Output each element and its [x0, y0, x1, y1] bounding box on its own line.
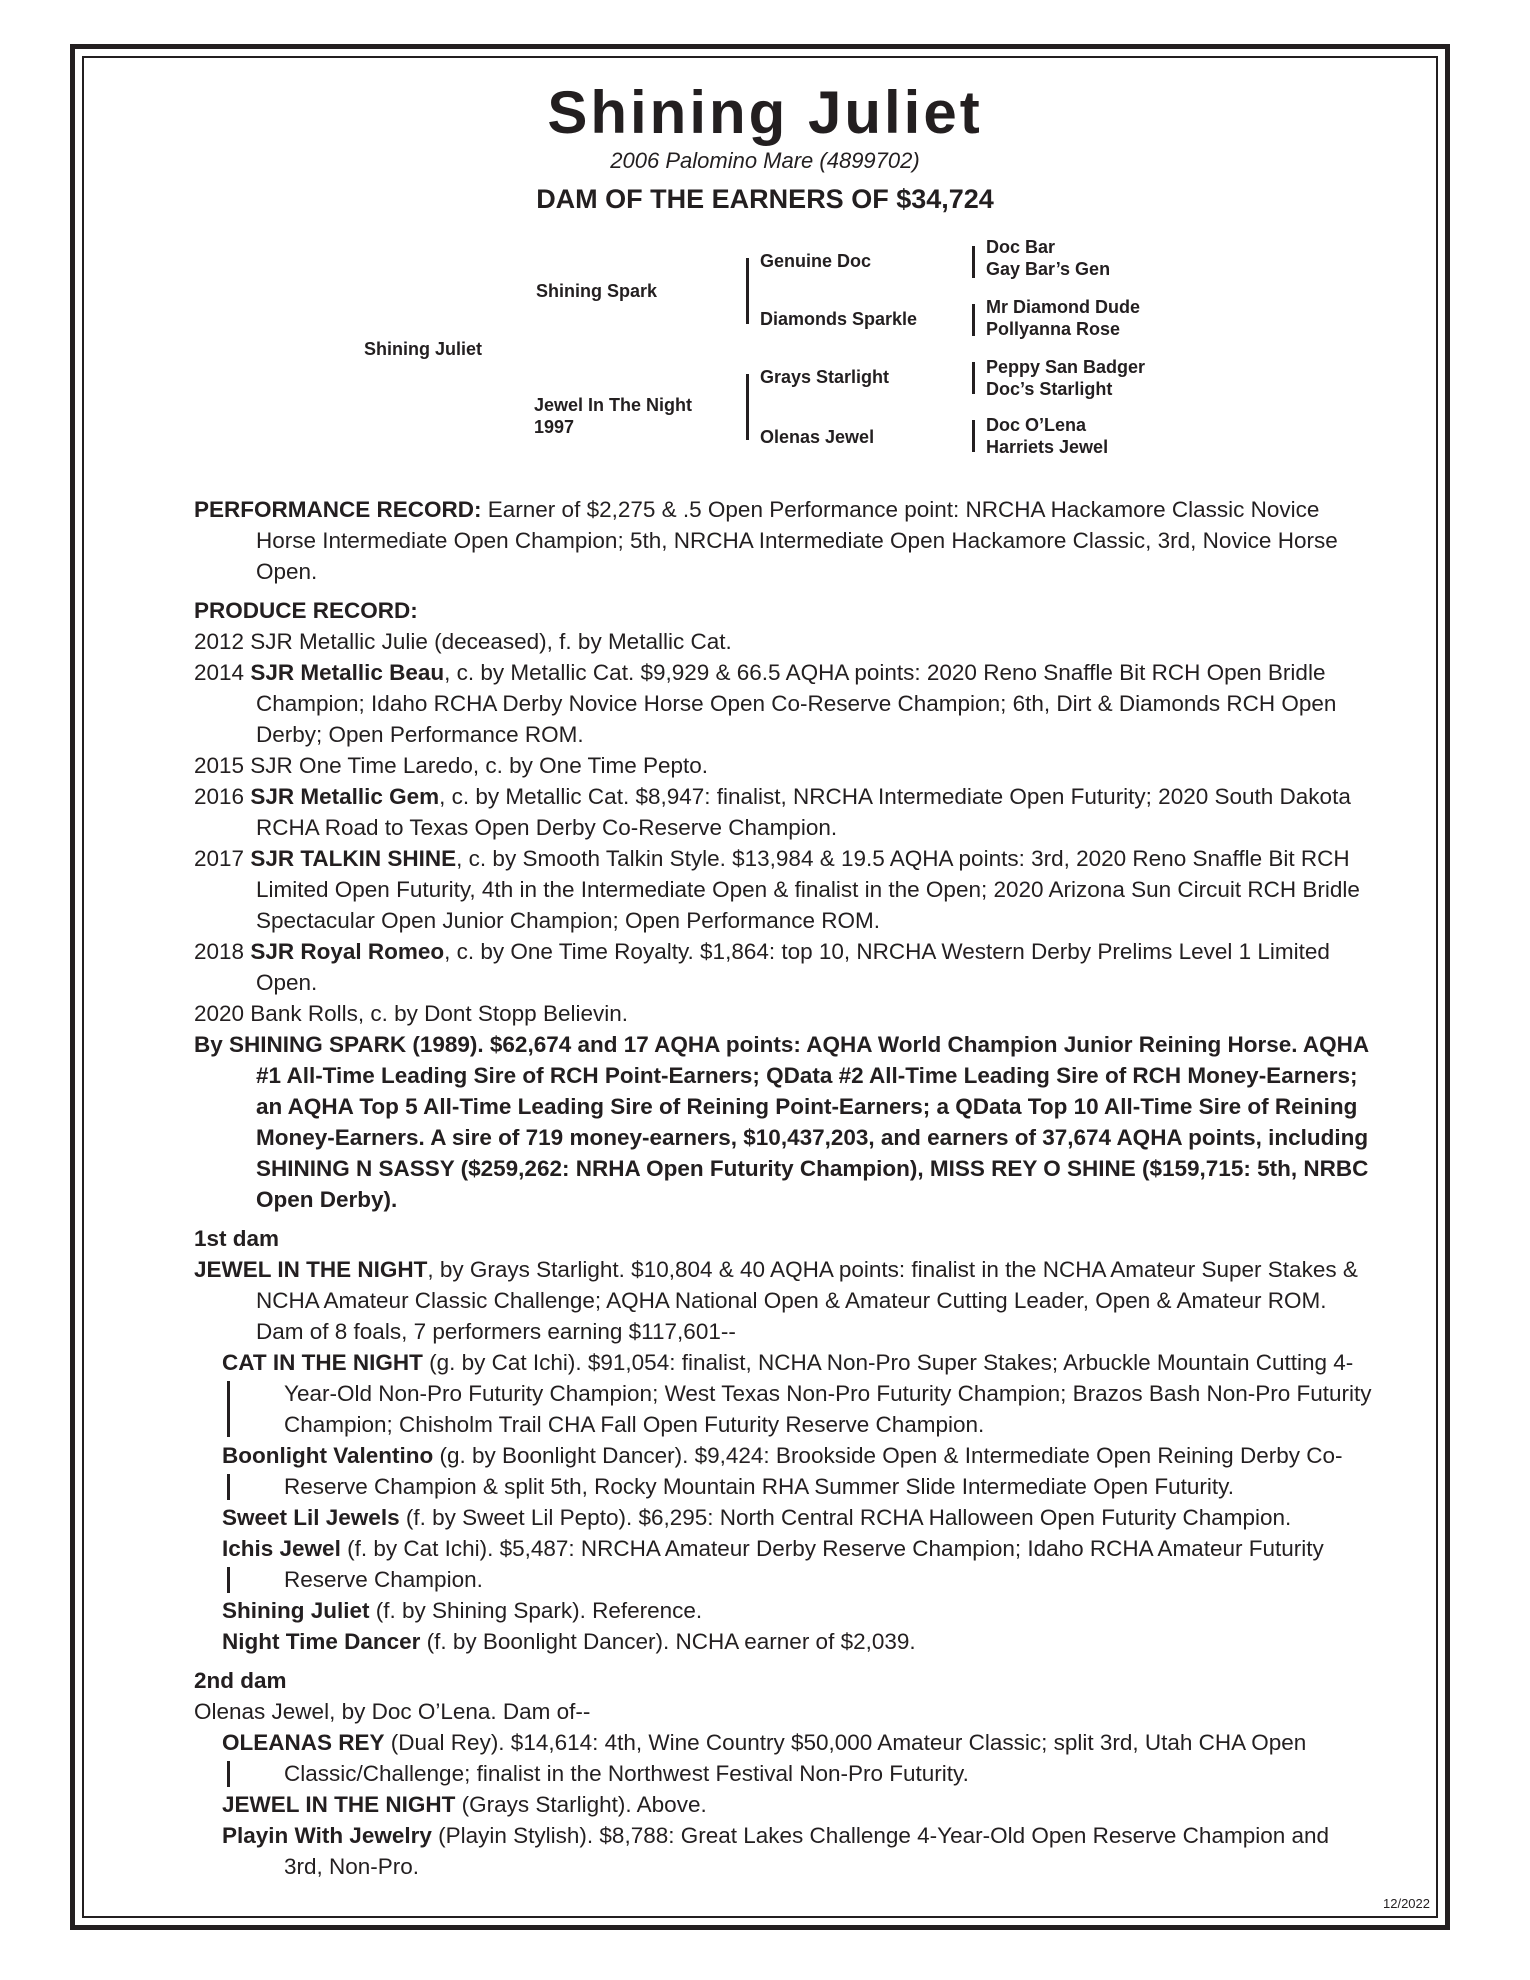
footer-date: 12/2022 — [1383, 1896, 1430, 1911]
produce-entry: 2017 SJR TALKIN SHINE, c. by Smooth Talkin Style. $13,984 & 19.5 AQHA points: 3rd, 2020 Reno Snaffle Bit RCH Limited Open Futurity, 4th in the Intermediate Open & finalist in the Open; 2020 Arizona Sun Circuit RCH Bridle Spectacular Open Junior Champion; Open Performance ROM. — [194, 846, 1360, 933]
produce-entry: 2015 SJR One Time Laredo, c. by One Time Pepto. — [194, 753, 709, 778]
pedigree-sire: Shining Spark — [536, 281, 658, 301]
produce-entry: 2012 SJR Metallic Julie (deceased), f. by Metallic Cat. — [194, 629, 732, 654]
foal-entry: OLEANAS REY (Dual Rey). $14,614: 4th, Wine Country $50,000 Amateur Classic; split 3rd, Utah CHA Open Classic/Challenge; finalist in the Northwest Festival Non-Pro Futurity. — [222, 1730, 1307, 1786]
produce-heading: PRODUCE RECORD: — [194, 598, 418, 623]
pedigree-g3: Mr Diamond Dude — [986, 297, 1141, 317]
pedigree-dam-dam: Olenas Jewel — [760, 427, 875, 447]
pedigree-subject: Shining Juliet — [364, 339, 483, 359]
pedigree-dam: Jewel In The Night — [534, 395, 693, 415]
foal-entry: JEWEL IN THE NIGHT (Grays Starlight). Above. — [222, 1792, 707, 1817]
performance-text: Earner of $2,275 & .5 Open Performance point: NRCHA Hackamore Classic Novice Horse Intermediate Open Champion; 5th, NRCHA Intermediate Open Hackamore Classic, 3rd, Novice Horse Open. — [256, 497, 1338, 584]
pedigree-dam-sire: Grays Starlight — [760, 367, 890, 387]
foal-entry: Ichis Jewel (f. by Cat Ichi). $5,487: NRCHA Amateur Derby Reserve Champion; Idaho RCHA Amateur Futurity Reserve Champion. — [222, 1536, 1324, 1592]
foal-entry: Night Time Dancer (f. by Boonlight Dancer). NCHA earner of $2,039. — [222, 1629, 916, 1654]
pedigree-g7: Doc O’Lena — [986, 415, 1087, 435]
performance-label: PERFORMANCE RECORD: — [194, 497, 482, 522]
pedigree-bracket — [746, 258, 749, 324]
pedigree-bracket — [972, 246, 975, 278]
sire-note: By SHINING SPARK (1989). $62,674 and 17 AQHA points: AQHA World Champion Junior Reining Horse. AQHA #1 All-Time Leading Sire of RCH Point-Earners; QData #2 All-Time Leading Sire of RCH Money-Earners; an AQHA Top 5 All-Time Leading Sire of Reining Point-Earners; a QData Top 10 All-Time Sire of Reining Money-Earners. A sire of 719 money-earners, $10,437,203, and earners of 37,674 AQHA points, including SHINING N SASSY ($259,262: NRHA Open Futurity Champion), MISS REY O SHINE ($159,715: 5th, NRBC Open Derby). — [194, 1032, 1369, 1212]
earners-heading: DAM OF THE EARNERS OF $34,724 — [536, 184, 994, 214]
produce-entry: 2018 SJR Royal Romeo, c. by One Time Royalty. $1,864: top 10, NRCHA Western Derby Prelims Level 1 Limited Open. — [194, 939, 1330, 995]
pedigree-bracket — [746, 374, 749, 440]
pedigree-bracket — [972, 420, 975, 452]
subtitle: 2006 Palomino Mare (4899702) — [610, 148, 920, 173]
pedigree-sire-sire: Genuine Doc — [760, 251, 872, 271]
pedigree-dam-year: 1997 — [534, 417, 575, 437]
foal-entry: CAT IN THE NIGHT (g. by Cat Ichi). $91,054: finalist, NCHA Non-Pro Super Stakes; Arbuckle Mountain Cutting 4-Year-Old Non-Pro Futurity Champion; West Texas Non-Pro Futurity Champion; Brazos Bash Non-Pro Futurity Champion; Chisholm Trail CHA Fall Open Futurity Reserve Champion. — [222, 1350, 1372, 1437]
produce-entry: 2020 Bank Rolls, c. by Dont Stopp Believin. — [194, 1001, 628, 1026]
foal-entry: Boonlight Valentino (g. by Boonlight Dancer). $9,424: Brookside Open & Intermediate Open Reining Derby Co-Reserve Champion & split 5th, Rocky Mountain RHA Summer Slide Intermediate Open Futurity. — [222, 1443, 1343, 1499]
pedigree-g5: Peppy San Badger — [986, 357, 1146, 377]
pedigree-g1: Doc Bar — [986, 237, 1056, 257]
foal-entry: Sweet Lil Jewels (f. by Sweet Lil Pepto). $6,295: North Central RCHA Halloween Open Futurity Champion. — [222, 1505, 1292, 1530]
performance-record — [194, 494, 1374, 587]
foal-entry: Shining Juliet (f. by Shining Spark). Reference. — [222, 1598, 703, 1623]
produce-entry: 2014 SJR Metallic Beau, c. by Metallic Cat. $9,929 & 66.5 AQHA points: 2020 Reno Snaffle Bit RCH Open Bridle Champion; Idaho RCHA Derby Novice Horse Open Co-Reserve Champion; 6th, Dirt & Diamonds RCH Open Derby; Open Performance ROM. — [194, 660, 1337, 747]
pedigree-bracket — [972, 304, 975, 336]
record-body — [194, 494, 1374, 1882]
pedigree-g2: Gay Bar’s Gen — [986, 259, 1111, 279]
produce-label — [194, 595, 1374, 626]
first-dam-label: 1st dam — [194, 1226, 280, 1251]
first-dam-entry: JEWEL IN THE NIGHT, by Grays Starlight. $10,804 & 40 AQHA points: finalist in the NCHA Amateur Super Stakes & NCHA Amateur Classic Challenge; AQHA National Open & Amateur Cutting Leader, Open & Amateur ROM. Dam of 8 foals, 7 performers earning $117,601-- — [194, 1257, 1358, 1344]
produce-entry: 2016 SJR Metallic Gem, c. by Metallic Cat. $8,947: finalist, NRCHA Intermediate Open Futurity; 2020 South Dakota RCHA Road to Texas Open Derby Co-Reserve Champion. — [194, 784, 1351, 840]
pedigree-sire-dam: Diamonds Sparkle — [760, 309, 918, 329]
pedigree-bracket — [972, 362, 975, 394]
pedigree-g6: Doc’s Starlight — [986, 379, 1113, 399]
page-title: Shining Juliet — [547, 79, 983, 146]
pedigree-g4: Pollyanna Rose — [986, 319, 1121, 339]
second-dam-label: 2nd dam — [194, 1668, 287, 1693]
pedigree-g8: Harriets Jewel — [986, 437, 1109, 457]
second-dam-entry: Olenas Jewel, by Doc O’Lena. Dam of-- — [194, 1699, 591, 1724]
foal-entry: Playin With Jewelry (Playin Stylish). $8,788: Great Lakes Challenge 4-Year-Old Open Reserve Champion and 3rd, Non-Pro. — [222, 1823, 1330, 1879]
